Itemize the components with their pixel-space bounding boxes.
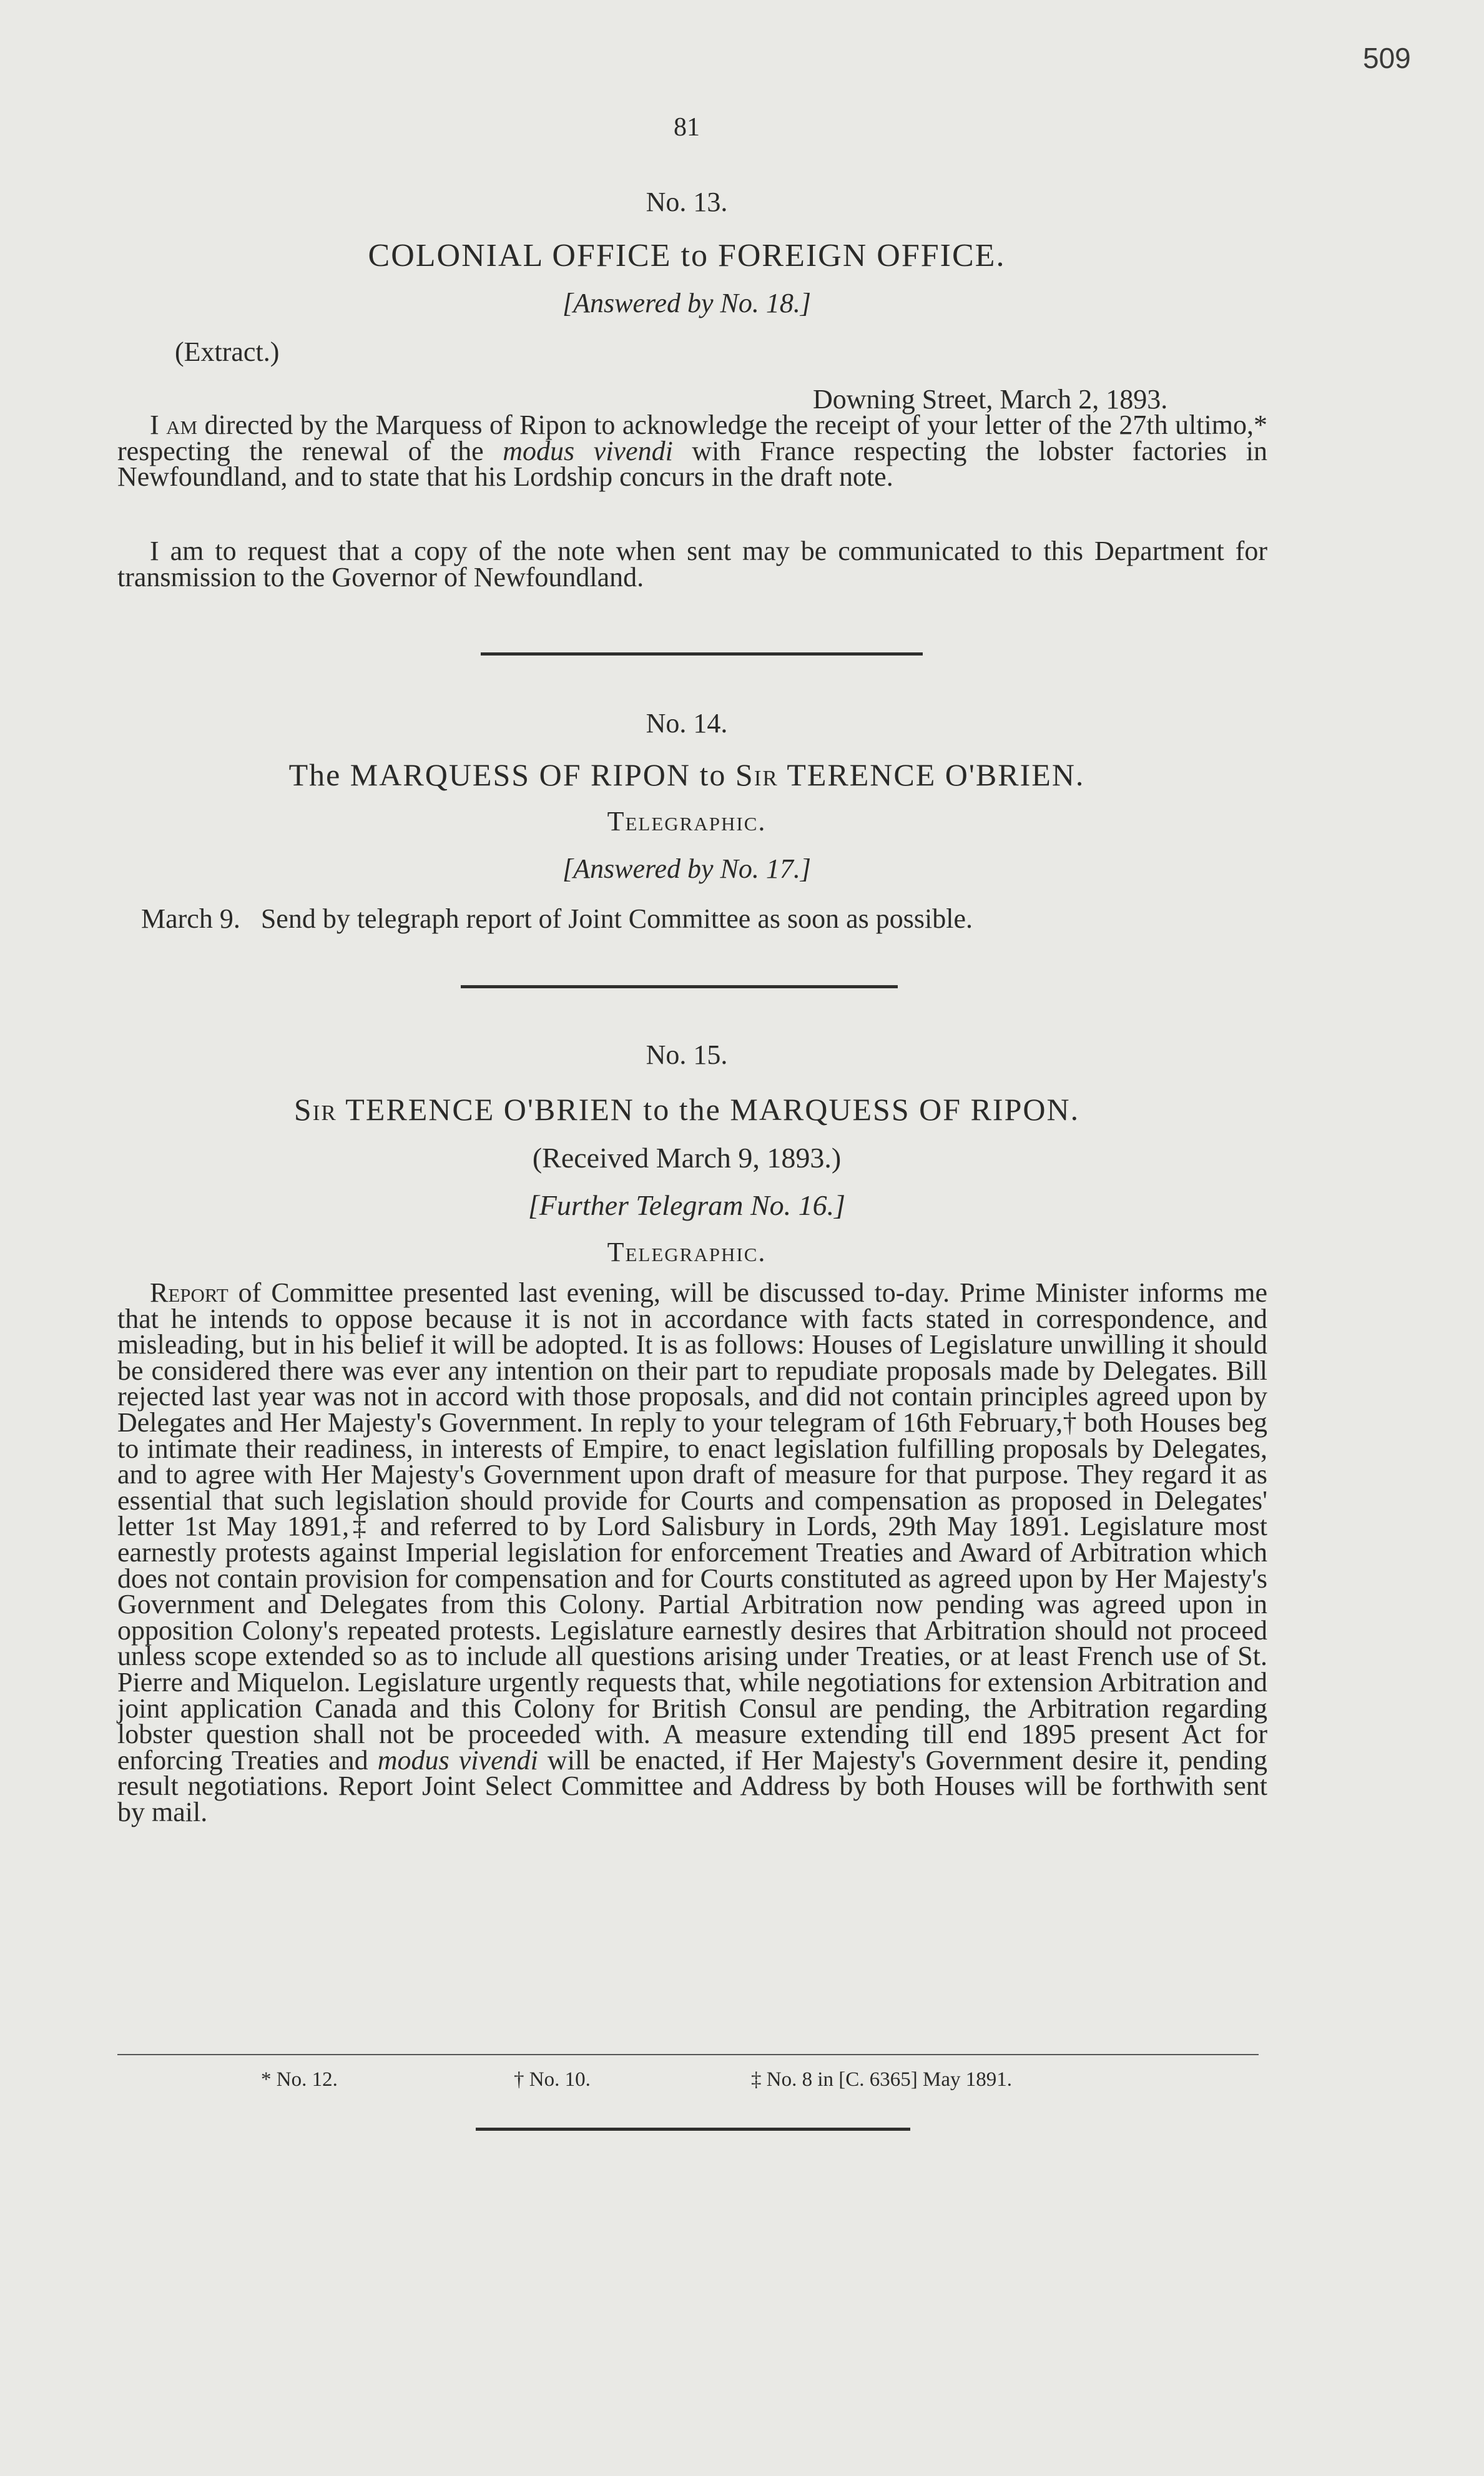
doc14-heading-sir: Sir bbox=[735, 757, 779, 792]
doc14-body: March 9. Send by telegraph report of Joint Committee as soon as possible. bbox=[141, 903, 973, 934]
end-divider bbox=[476, 2128, 910, 2131]
doc15-further-note: [Further Telegram No. 16.] bbox=[528, 1189, 846, 1221]
doc15-number: No. 15. bbox=[646, 1039, 728, 1070]
doc15-telegraphic-label: Telegraphic. bbox=[607, 1237, 767, 1267]
doc14-heading-text-a: The MARQUESS OF RIPON to bbox=[288, 757, 735, 792]
doc15-lead-word: Report bbox=[150, 1277, 228, 1308]
doc13-lead-words: I am bbox=[150, 410, 198, 440]
doc13-para1-text-b: with France respecting the lobster factories in Newfoundland, and to state that his Lordship concurs in the draft note. bbox=[117, 435, 1267, 493]
footnote-3: ‡ No. 8 in [C. 6365] May 1891. bbox=[751, 2068, 1012, 2091]
doc13-heading: COLONIAL OFFICE to FOREIGN OFFICE. bbox=[368, 238, 1006, 273]
doc15-heading-text: TERENCE O'BRIEN to the MARQUESS OF RIPON. bbox=[337, 1092, 1080, 1127]
doc15-body-text-b: will be enacted, if Her Majesty's Government desire it, pending result negotiations. Report Joint Select Committee and Address by both Houses will be forthwith sent by mail. bbox=[117, 1744, 1268, 1827]
doc15-italic-modus: modus vivendi bbox=[377, 1744, 538, 1776]
doc15-heading bbox=[0, 1091, 1373, 1127]
doc13-paragraph-2: I am to request that a copy of the note when sent may be communicated to this Department for transmission to the Governor of Newfoundland. bbox=[117, 536, 1267, 592]
doc13-answered-note bbox=[0, 287, 1373, 319]
doc13-para1-text-a: directed by the Marquess of Ripon to acknowledge the receipt of your letter of the 27th ultimo,* respecting the renewal of the bbox=[117, 410, 1267, 466]
doc13-number: No. 13. bbox=[646, 187, 728, 217]
section-divider-2 bbox=[461, 985, 898, 988]
running-number: 81 bbox=[674, 113, 700, 142]
doc14-heading-text-b: TERENCE O'BRIEN. bbox=[778, 757, 1085, 792]
doc14-heading bbox=[0, 757, 1373, 793]
footnote-1: * No. 12. bbox=[261, 2068, 338, 2091]
doc15-body bbox=[117, 1277, 1268, 1827]
footnote-separator bbox=[117, 2054, 1259, 2055]
page-number: 509 bbox=[1363, 42, 1411, 74]
doc15-heading-sir: Sir bbox=[293, 1092, 337, 1127]
section-divider-1 bbox=[481, 652, 923, 656]
doc13-place-date: Downing Street, March 2, 1893. bbox=[813, 384, 1168, 415]
doc14-number: No. 14. bbox=[646, 708, 728, 739]
doc13-answered-text: [Answered by No. 18.] bbox=[562, 288, 812, 318]
doc14-answered-note: [Answered by No. 17.] bbox=[562, 853, 812, 884]
doc15-received-note: (Received March 9, 1893.) bbox=[532, 1142, 842, 1174]
doc15-body-text-a: of Committee presented last evening, will be discussed to-day. Prime Minister informs me that he intends to oppose because it is not in accordance with facts stated in correspondence, and misleading, but in his belief it will be adopted. It is as follows: Houses of Legislature unwilling it should be considered there was ever any intention on their part to repudiate proposals made by Delegates. Bill rejected last year was not in accord with those proposals, and did not contain principles agreed upon by Delegates and Her Majesty's Government. In reply to your telegram of 16th February,† both Houses beg to intimate their readiness, in interests of Empire, to enact legislation fulfilling proposals by Delegates, and to agree with Her Majesty's Government upon draft of measure for that purpose. They regard it as essential that such legislation should provide for Courts and compensation as proposed in Delegates' letter 1st May 1891,‡ and referred to by Lord Salisbury in Lords, 29th May 1891. Legislature most earnestly protests against Imperial legislation for enforcement Treaties and Award of Arbitration which does not contain provision for compensation and for Courts constituted as agreed upon by Her Majesty's Government and Delegates from this Colony. Partial Arbitration now pending was agreed upon in opposition Colony's repeated protests. Legislature earnestly desires that Arbitration should not proceed unless scope extended so as to include all questions arising under Treaties, or at least French use of St. Pierre and Miquelon. Legislature urgently requests that, while negotiations for extension Arbitration and joint application Canada and this Colony for British Consul are pending, the Arbitration regarding lobster question shall not be proceeded with. A measure extending till end 1895 present Act for enforcing Treaties and bbox=[117, 1277, 1267, 1776]
footnote-2: † No. 10. bbox=[514, 2068, 591, 2091]
doc14-telegraphic-label: Telegraphic. bbox=[607, 806, 767, 837]
doc13-italic-modus: modus vivendi bbox=[503, 435, 673, 466]
doc13-extract-label: (Extract.) bbox=[175, 337, 280, 367]
doc13-paragraph-1 bbox=[117, 410, 1267, 493]
